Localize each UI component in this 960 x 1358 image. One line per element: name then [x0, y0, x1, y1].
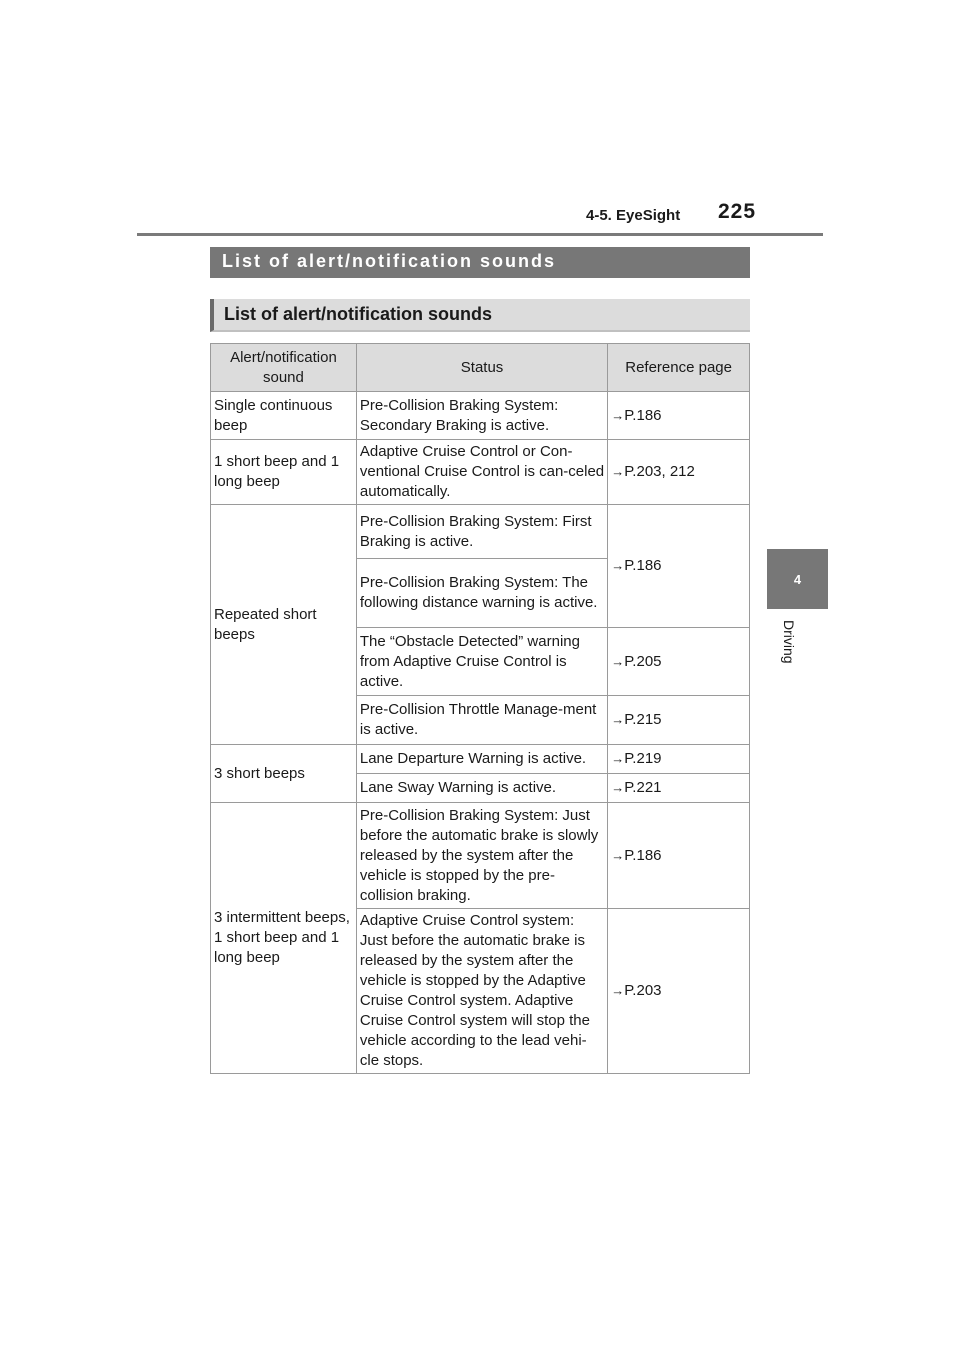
- reference-cell: [608, 505, 750, 628]
- arrow-icon: →: [611, 780, 625, 795]
- reference-cell: [608, 745, 750, 774]
- reference-cell: [608, 696, 750, 745]
- table-row: [211, 392, 750, 440]
- chapter-label: Driving: [781, 620, 797, 664]
- reference-link[interactable]: P.186: [624, 846, 662, 864]
- sub-banner: List of alert/notification sounds: [210, 299, 750, 332]
- reference-link[interactable]: P.203: [624, 982, 662, 999]
- reference-link[interactable]: P.205: [624, 652, 662, 670]
- reference-link[interactable]: P.186: [624, 557, 662, 574]
- table-row: [211, 505, 750, 559]
- status-cell: Lane Sway Warning is active.: [356, 774, 607, 803]
- reference-cell: [608, 392, 750, 440]
- arrow-icon: →: [611, 653, 625, 669]
- status-cell: Pre-Collision Braking System: Just before the automatic brake is slowly released by the system after the vehicle is stopped by the pre-collision braking.: [356, 803, 607, 909]
- arrow-icon: →: [611, 712, 625, 727]
- reference-cell: [608, 909, 750, 1074]
- reference-cell: [608, 628, 750, 696]
- arrow-icon: →: [611, 558, 625, 573]
- header-divider: [137, 233, 823, 236]
- section-banner: List of alert/notification sounds: [210, 247, 750, 278]
- reference-link[interactable]: P.215: [624, 711, 662, 728]
- table-row: [211, 745, 750, 774]
- table-header-row: [211, 344, 750, 392]
- reference-link[interactable]: P.221: [624, 779, 662, 796]
- sound-cell: 1 short beep and 1 long beep: [211, 440, 357, 505]
- reference-link[interactable]: P.219: [624, 750, 662, 767]
- status-cell: Pre-Collision Braking System: The following distance warning is active.: [356, 559, 607, 628]
- header-sound: Alert/notification sound: [211, 344, 357, 392]
- sound-cell: 3 intermittent beeps, 1 short beep and 1 long beep: [211, 803, 357, 1074]
- section-title: 4-5. EyeSight: [586, 207, 681, 224]
- reference-link[interactable]: P.203, 212: [624, 463, 695, 480]
- reference-cell: [608, 774, 750, 803]
- status-cell: The “Obstacle Detected” warning from Adaptive Cruise Control is active.: [356, 628, 607, 696]
- status-cell: Lane Departure Warning is active.: [356, 745, 607, 774]
- chapter-tab: [767, 549, 828, 609]
- chapter-number: 4: [793, 571, 802, 587]
- arrow-icon: →: [611, 407, 625, 423]
- reference-cell: [608, 440, 750, 505]
- status-cell: Adaptive Cruise Control or Con-ventional Cruise Control is can-celed automatically.: [356, 440, 607, 505]
- alert-sounds-table: [210, 343, 750, 1074]
- arrow-icon: →: [611, 751, 625, 766]
- sound-cell: 3 short beeps: [211, 745, 357, 803]
- status-cell: Adaptive Cruise Control system: Just before the automatic brake is released by the system after the vehicle is stopped by the Adaptive Cruise Control system. Adaptive Cruise Control system will stop the vehicle according to the lead vehi-cle stops.: [356, 909, 607, 1074]
- reference-link[interactable]: P.186: [624, 406, 662, 424]
- status-cell: Pre-Collision Braking System: Secondary Braking is active.: [356, 392, 607, 440]
- sound-cell: Repeated short beeps: [211, 505, 357, 745]
- page-number: 225: [718, 200, 757, 223]
- status-cell: Pre-Collision Throttle Manage-ment is active.: [356, 696, 607, 745]
- table-row: [211, 803, 750, 909]
- arrow-icon: →: [611, 464, 625, 479]
- reference-cell: [608, 803, 750, 909]
- arrow-icon: →: [611, 847, 625, 863]
- sound-cell: Single continuous beep: [211, 392, 357, 440]
- table-row: [211, 440, 750, 505]
- arrow-icon: →: [611, 983, 625, 998]
- status-cell: Pre-Collision Braking System: First Braking is active.: [356, 505, 607, 559]
- header-status: Status: [356, 344, 607, 392]
- header-reference: Reference page: [608, 344, 750, 392]
